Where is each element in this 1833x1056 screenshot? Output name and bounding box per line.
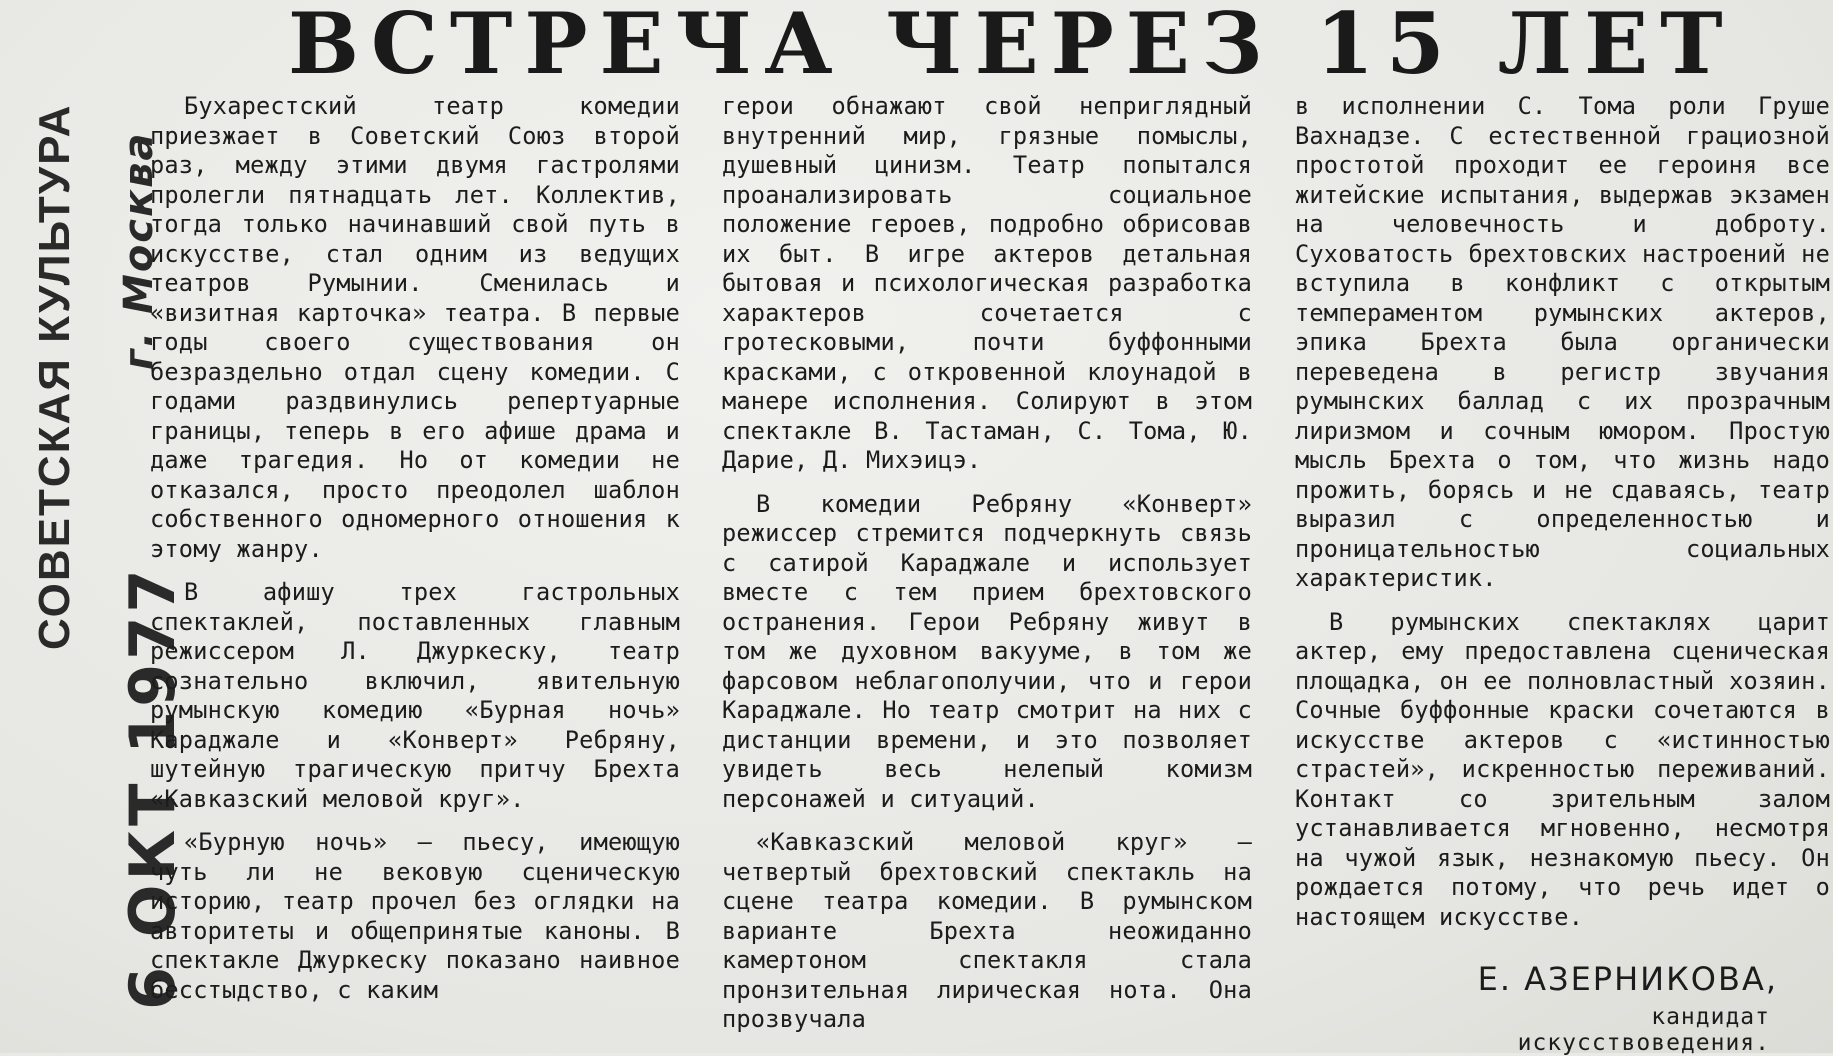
stamp-date: 6 ОКТ 1977: [116, 565, 189, 1010]
byline: [1390, 960, 1820, 1056]
paragraph: В афишу трех гастрольных спектаклей, поставленных главным режиссером Л. Джуркеску, театр сознательно включил, явительную румынскую комедию «Бурная ночь» Караджале и «Конверт» Ребряну, шутейную трагическую притчу Брехта «Кавказский меловой круг».: [150, 578, 680, 813]
article-column-1: [150, 92, 680, 1019]
archive-stamp: [18, 70, 189, 1045]
paragraph: В румынских спектаклях царит актер, ему предоставлена сценическая площадка, он ее полновластный хозяин. Сочные буффонные краски сочетаются в искусстве актеров с «истинностью страстей», искренностью переживаний. Контакт со зрительным залом устанавливается мгновенно, несмотря на чужой язык, незнакомую пьесу. Он рождается потому, что речь идет о настоящем искусстве.: [1295, 607, 1830, 931]
paragraph: в исполнении С. Тома роли Груше Вахнадзе. С естественной грациозной простотой проходит ее героиня все житейские испытания, выдержав экзамен на человечность и доброту. Суховатость брехтовских настроений не вступила в конфликт с открытым темпераментом румынских актеров, эпика Брехта была органически переведена в регистр звучания румынских баллад с их прозрачным лиризмом и сочным юмором. Простую мысль Брехта о том, что жизнь надо прожить, борясь и не сдаваясь, театр выразил с определенностью и проницательностью социальных характеристик.: [1295, 92, 1830, 592]
stamp-city: г. Москва: [116, 131, 162, 370]
paragraph: В комедии Ребряну «Конверт» режиссер стремится подчеркнуть связь с сатирой Караджале и использует вместе с тем прием брехтовского остранения. Герои Ребряну живут в том же духовном вакууме, в том же фарсовом неблагополучии, что и герои Караджале. Но театр смотрит на них с дистанции времени, и это позволяет увидеть весь нелепый комизм персонажей и ситуаций.: [722, 489, 1252, 813]
paragraph: «Бурную ночь» — пьесу, имеющую чуть ли не вековую сценическую историю, театр прочел без оглядки на авторитеты и общепринятые каноны. В спектакле Джуркеску показано наивное бесстыдство, с каким: [150, 828, 680, 1004]
article-column-2: [722, 92, 1252, 1049]
article-headline: ВСТРЕЧА ЧЕРЕЗ 15 ЛЕТ: [288, 0, 1735, 93]
paragraph: Бухарестский театр комедии приезжает в Советский Союз второй раз, между этими двумя гастролями пролегли пятнадцать лет. Коллектив, тогда только начинавший свой путь в искусстве, стал одним из ведущих театров Румынии. Сменилась и «визитная карточка» театра. В первые годы своего существования он безраздельно отдал сцену комедии. С годами раздвинулись репертуарные границы, теперь в его афише драма и даже трагедия. Но от комедии не отказался, просто преодолел шаблон собственного одномерного отношения к этому жанру.: [150, 92, 680, 563]
article-column-3: [1295, 92, 1830, 946]
author-name: Е. АЗЕРНИКОВА,: [1477, 960, 1778, 998]
paragraph: герои обнажают свой неприглядный внутренний мир, грязные помыслы, душевный цинизм. Театр попытался проанализировать социальное положение героев, подробно обрисовав их быт. В игре актеров детальная бытовая и психологическая разработка характеров сочетается с гротесковыми, почти буффонными красками, с откровенной клоунадой в манере исполнения. Солируют в этом спектакле В. Тастаман, С. Тома, Ю. Дарие, Д. Михэицэ.: [722, 92, 1252, 474]
paragraph: «Кавказский меловой круг» — четвертый брехтовский спектакль на сцене театра комедии. В румынском варианте Брехта неожиданно камертоном спектакля стала пронзительная лирическая нота. Она прозвучала: [722, 828, 1252, 1033]
author-degree: кандидат искусствоведения.: [1517, 1004, 1770, 1056]
stamp-newspaper-name: СОВЕТСКАЯ КУЛЬТУРА: [30, 103, 79, 650]
